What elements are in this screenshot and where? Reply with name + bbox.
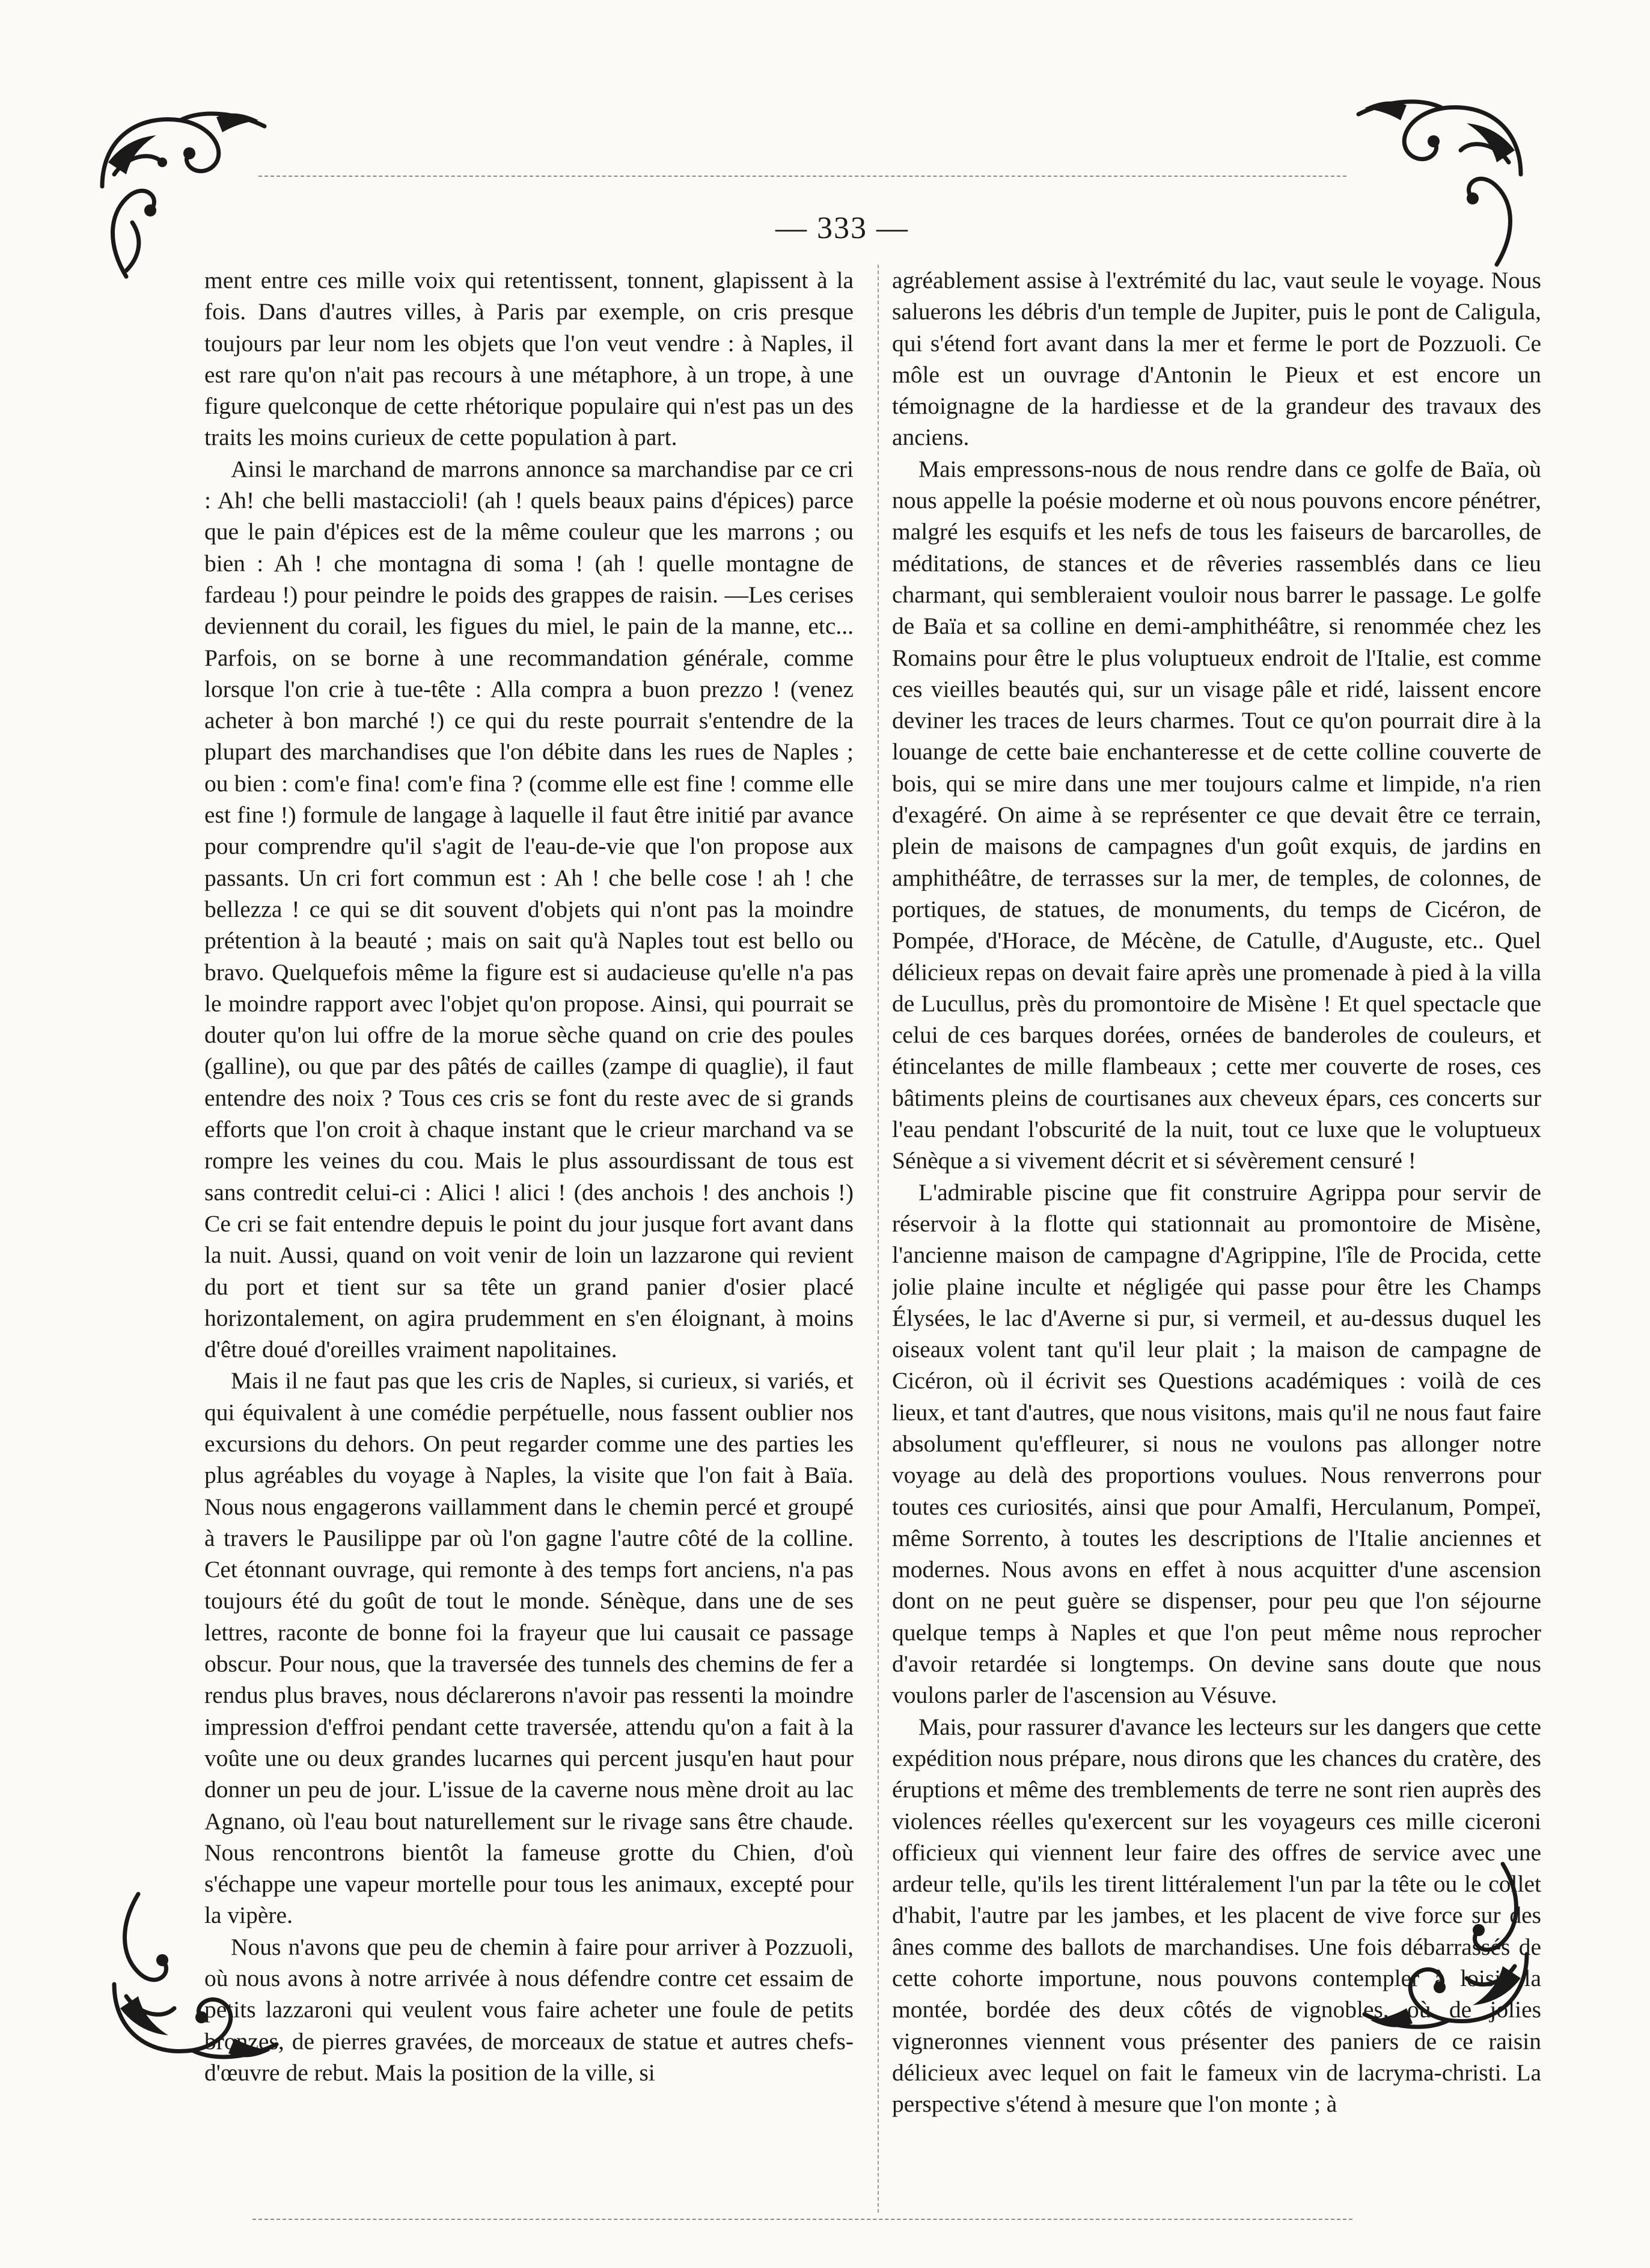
paragraph: Mais il ne faut pas que les cris de Naples, si curieux, si variés, et qui équivalent à une comédie perpétuelle, nous fassent oublier nos excursions du dehors. On peut regarder comme une des parties les plus agréables du voyage à Naples, la visite que l'on fait à Baïa. Nous nous engagerons vaillamment dans le chemin percé et groupé à travers le Pausilippe par où l'on gagne l'autre côté de la colline. Cet étonnant ouvrage, qui remonte à des temps fort anciens, n'a pas toujours été du goût de tout le monde. Sénèque, dans une de ses lettres, raconte de bonne foi la frayeur que lui causait ce passage obscur. Pour nous, que la traversée des tunnels des chemins de fer a rendus plus braves, nous déclarerons n'avoir pas ressenti la moindre impression d'effroi pendant cette traversée, attendu qu'on a fait à la voûte une ou deux grandes lucarnes qui percent jusqu'en haut pour donner un peu de jour. L'issue de la caverne nous mène droit au lac Agnano, où l'eau bout naturellement sur le rivage sans être chaude. Nous rencontrons bientôt la fameuse grotte du Chien, d'où s'échappe une vapeur mortelle pour tous les animaux, excepté pour la vipère. xyxy=(204,1367,854,1929)
scroll-ornament-icon xyxy=(1352,90,1533,271)
paragraph: Mais empressons-nous de nous rendre dans ce golfe de Baïa, où nous appelle la poésie moderne et où nous pouvons encore pénétrer, malgré les esquifs et les nefs de tous les faiseurs de barcarolles, de méditations, de stances et de rêveries rassemblés dans ce lieu charmant, qui sembleraient vouloir nous barrer le passage. Le golfe de Baïa et sa colline en demi-amphithéâtre, si renommée chez les Romains pour être le plus voluptueux endroit de l'Italie, est comme ces vieilles beautés qui, sur un visage pâle et ridé, laissent encore deviner les traces de leurs charmes. Tout ce qu'on pourrait dire à la louange de cette baie enchanteresse et de cette colline couverte de bois, qui se mire dans une mer toujours calme et limpide, n'a rien d'exagéré. On aime à se représenter ce que devait être ce terrain, plein de maisons de campagnes d'un goût exquis, de jardins en amphithéâtre, de terrasses sur la mer, de temples, de colonnes, de portiques, de statues, de monuments, du temps de Cicéron, de Pompée, d'Horace, de Mécène, de Catulle, d'Auguste, etc.. Quel délicieux repas on devait faire après une promenade à pied à la villa de Lucullus, près du promontoire de Misène ! Et quel spectacle que celui de ces barques dorées, ornées de banderoles de couleurs, et étincelantes de mille flambeaux ; cette mer couverte de roses, ces bâtiments pleins de courtisanes aux cheveux épars, ces concerts sur l'eau pendant l'obscurité de la nuit, tout ce luxe que le voluptueux Sénèque a si vivement décrit et si sévèrement censuré ! xyxy=(892,455,1541,1174)
left-text-column xyxy=(204,265,854,2213)
column-divider xyxy=(878,265,879,2213)
paragraph: Mais, pour rassurer d'avance les lecteurs sur les dangers que cette expédition nous prépare, nous dirons que les chances du cratère, des éruptions et même des tremblements de terre ne sont rien auprès des violences réelles qu'exercent sur les voyageurs ces mille ciceroni officieux qui viennent leur faire des offres de service avec une ardeur telle, qu'ils les tirent littéralement l'un par la tête ou le collet d'habit, l'autre par les jambes, et les placent de vive force sur des ânes comme des ballots de marchandises. Une fois débarrassés de cette cohorte importune, nous pouvons contempler à loisir la montée, bordée des deux côtés de vignobles, où de jolies vigneronnes viennent vous présenter des paniers de ce raisin délicieux avec lequel on fait le fameux vin de lacryma-christi. La perspective s'étend à mesure que l'on monte ; à xyxy=(892,1713,1541,2118)
paragraph: agréablement assise à l'extrémité du lac, vaut seule le voyage. Nous saluerons les débris d'un temple de Jupiter, puis le pont de Caligula, qui s'étend fort avant dans la mer et ferme le port de Pozzuoli. Ce môle est un ouvrage d'Antonin le Pieux et est encore un témoignagne de la hardiesse et de la grandeur des travaux des anciens. xyxy=(892,267,1541,451)
paragraph: ment entre ces mille voix qui retentissent, tonnent, glapissent à la fois. Dans d'autres villes, à Paris par exemple, on cris presque toujours par leur nom les objets que l'on veut vendre : à Naples, il est rare qu'on n'ait pas recours à une métaphore, à un trope, à une figure quelconque de cette rhétorique populaire qui n'est pas un des traits les moins curieux de cette population à part. xyxy=(204,267,854,451)
ornament-corner-top-left-icon xyxy=(90,102,270,283)
page-number: — 333 — xyxy=(775,211,909,245)
top-dashed-rule xyxy=(258,176,1346,177)
bottom-dashed-rule xyxy=(252,2219,1352,2220)
paragraph: Ainsi le marchand de marrons annonce sa marchandise par ce cri : Ah! che belli mastaccioli! (ah ! quels beaux pains d'épices) parce que le pain d'épices est de la même couleur que les marrons ; ou bien : Ah ! che montagna di soma ! (ah ! quelle montagne de fardeau !) pour peindre le poids des grappes de raisin. —Les cerises deviennent du corail, les figues du miel, le pain de la manne, etc... Parfois, on se borne à une recommandation générale, comme lorsque l'on crie à tue-tête : Alla compra a buon prezzo ! (venez acheter à bon marché !) ce qui du reste pourrait s'entendre de la plupart des marchandises que l'on débite dans les rues de Naples ; ou bien : com'e fina! com'e fina ? (comme elle est fine ! comme elle est fine !) formule de langage à laquelle il faut être initié par avance pour comprendre qu'il s'agit de l'eau-de-vie que l'on propose aux passants. Un cri fort commun est : Ah ! che belle cose ! ah ! che bellezza ! ce qui se dit souvent d'objets qui n'ont pas la moindre prétention à la beauté ; mais on sait qu'à Naples tout est bello ou bravo. Quelquefois même la figure est si audacieuse qu'elle n'a pas le moindre rapport avec l'objet qu'on propose. Ainsi, qui pourrait se douter qu'on lui offre de la morue sèche quand on crie des poules (galline), ou que par des pâtés de cailles (zampe di quaglie), il faut entendre des noix ? Tous ces cris se font du reste avec de si grands efforts que l'on croit à chaque instant que le crieur marchand va se rompre les veines du cou. Mais le plus assourdissant de tous est sans contredit celui-ci : Alici ! alici ! (des anchois ! des anchois !) Ce cri se fait entendre depuis le point du jour jusque fort avant dans la nuit. Aussi, quand on voit venir de loin un lazzarone qui revient du port et tient sur sa tête un grand panier d'osier placé horizontalement, on agira prudemment en s'en éloignant, à moins d'être doué d'oreilles vraiment napolitaines. xyxy=(204,455,854,1363)
scroll-ornament-icon xyxy=(90,102,270,283)
right-text-column xyxy=(892,265,1541,2213)
paragraph: Nous n'avons que peu de chemin à faire pour arriver à Pozzuoli, où nous avons à notre arrivée à nous défendre contre cet essaim de petits lazzaroni qui veulent vous faire acheter une foule de petits bronzes, de pierres gravées, de morceaux de statue et autres chefs-d'œuvre de rebut. Mais la position de la ville, si xyxy=(204,1933,854,2086)
ornament-corner-top-right-icon xyxy=(1352,90,1533,271)
paragraph: L'admirable piscine que fit construire Agrippa pour servir de réservoir à la flotte qui stationnait au promontoire de Misène, l'ancienne maison de campagne d'Agrippine, l'île de Procida, cette jolie plaine inculte et négligée qui passe pour être les Champs Élysées, le lac d'Averne si pur, si vermeil, et au-dessus duquel les oiseaux volent tant qu'il leur plait ; la maison de campagne de Cicéron, où il écrivit ses Questions académiques : voilà de ces lieux, et tant d'autres, que nous visitons, mais qu'il ne nous faut faire absolument qu'effleurer, si nous ne voulons pas allonger notre voyage au delà des proportions voulues. Nous renverrons pour toutes ces curiosités, ainsi que pour Amalfi, Herculanum, Pompeï, même Sorrento, à toutes les descriptions de l'Italie anciennes et modernes. Nous avons en effet à nous acquitter d'une ascension dont on ne peut guère se dispenser, pour peu que l'on séjourne quelque temps à Naples et que l'on peut même nous reprocher d'avoir retardée si longtemps. On devine sans doute que nous voulons parler de l'ascension au Vésuve. xyxy=(892,1178,1541,1709)
